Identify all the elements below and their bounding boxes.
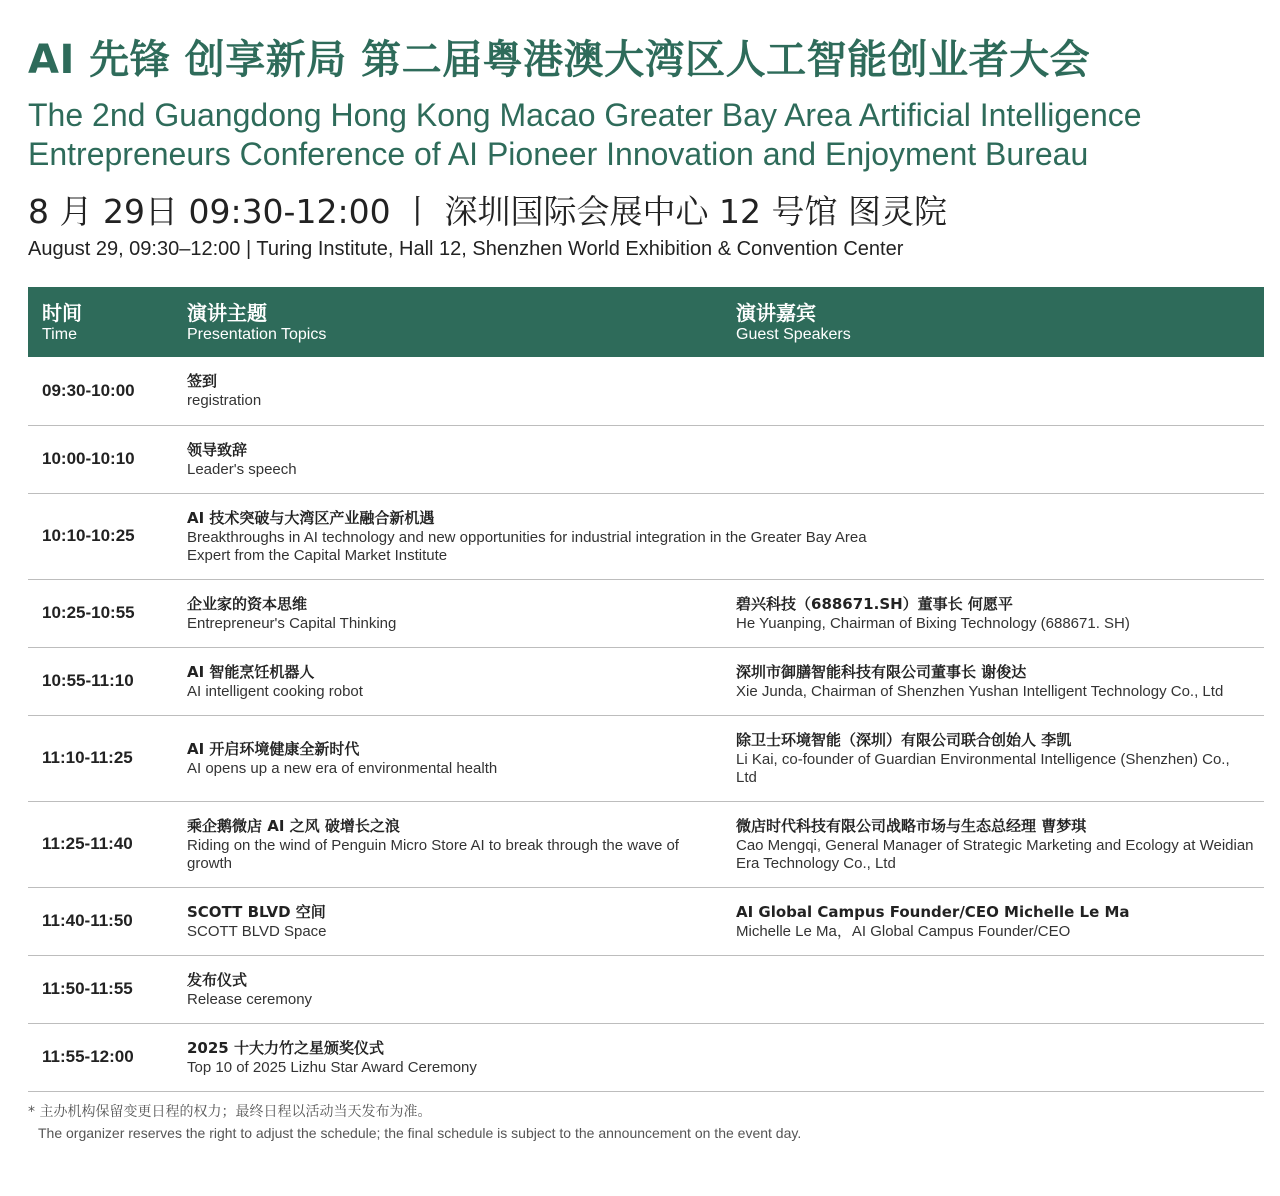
header-speaker-cn: 演讲嘉宾: [736, 300, 816, 325]
row-topic: [173, 425, 722, 493]
row-topic: [173, 887, 722, 955]
speaker-en: He Yuanping, Chairman of Bixing Technology (688671. SH): [736, 614, 1130, 632]
row-time: 11:55-12:00: [42, 1047, 134, 1066]
header-topic-cn: 演讲主题: [187, 300, 267, 325]
row-time: 09:30-10:00: [42, 380, 135, 400]
row-time: 11:50-11:55: [42, 979, 133, 998]
table-row: [28, 493, 1264, 579]
row-speaker: [722, 955, 1264, 1023]
header-topic-en: Presentation Topics: [187, 325, 327, 343]
title-chinese: AI 先锋 创享新局 第二届粤港澳大湾区人工智能创业者大会: [28, 37, 1091, 83]
speaker-en: Xie Junda, Chairman of Shenzhen Yushan Intelligent Technology Co., Ltd: [736, 682, 1224, 700]
table-row: [28, 887, 1264, 955]
row-topic: [173, 715, 722, 801]
table-row: [28, 357, 1264, 425]
row-time: 11:10-11:25: [42, 748, 133, 767]
date-venue-english: August 29, 09:30–12:00 | Turing Institute, Hall 12, Shenzhen World Exhibition & Convention Center: [28, 238, 904, 260]
row-time: 10:55-11:10: [42, 671, 134, 690]
topic-cn: 发布仪式: [187, 970, 248, 989]
speaker-cn: 碧兴科技（688671.SH）董事长 何愿平: [736, 594, 1013, 613]
header-time-en: Time: [42, 325, 77, 343]
speaker-cn: 深圳市御膳智能科技有限公司董事长 谢俊达: [736, 662, 1027, 681]
table-row: [28, 955, 1264, 1023]
header-speaker: [722, 287, 1264, 357]
schedule-header: [28, 287, 1264, 357]
topic-cn: AI 技术突破与大湾区产业融合新机遇: [187, 508, 435, 527]
topic-en: AI intelligent cooking robot: [187, 682, 363, 700]
row-topic: [173, 1023, 722, 1091]
row-time: 10:00-10:10: [42, 449, 135, 468]
topic-cn: AI 开启环境健康全新时代: [187, 739, 360, 758]
table-row: [28, 425, 1264, 493]
table-row: [28, 801, 1264, 887]
row-topic: [173, 801, 722, 887]
title-english-line-1: The 2nd Guangdong Hong Kong Macao Greater Bay Area Artificial Intelligence: [28, 97, 1142, 133]
footnote: [28, 1102, 801, 1144]
title-english-line-2: Entrepreneurs Conference of AI Pioneer Innovation and Enjoyment Bureau: [28, 136, 1089, 172]
topic-cn: 2025 十大力竹之星颁奖仪式: [187, 1038, 384, 1057]
row-time: 11:40-11:50: [42, 911, 133, 930]
header-topic: [173, 287, 722, 357]
row-topic: [173, 955, 722, 1023]
row-speaker: [722, 1023, 1264, 1091]
schedule-body: [28, 357, 1264, 1091]
topic-en: SCOTT BLVD Space: [187, 922, 327, 940]
topic-cn: 乘企鹅微店 AI 之风 破增长之浪: [187, 816, 400, 835]
date-venue-chinese: 8 月 29日 09:30-12:00 丨 深圳国际会展中心 12 号馆 图灵院: [28, 192, 948, 231]
row-topic: [173, 357, 722, 425]
header-time: [28, 287, 173, 357]
header-speaker-en: Guest Speakers: [736, 325, 851, 343]
footnote-cn: * 主办机构保留变更日程的权力；最终日程以活动当天发布为准。: [28, 1104, 432, 1120]
schedule-table: [28, 287, 1264, 1092]
row-speaker: [722, 887, 1264, 955]
topic-en: AI opens up a new era of environmental health: [187, 759, 498, 777]
topic-en: Release ceremony: [187, 990, 313, 1008]
schedule-header-row: [28, 287, 1264, 357]
topic-en: Entrepreneur's Capital Thinking: [187, 614, 397, 632]
topic-en-speaker-note: Expert from the Capital Market Institute: [187, 546, 448, 564]
topic-cn: 企业家的资本思维: [187, 594, 308, 613]
row-speaker: [722, 801, 1264, 887]
row-topic: [173, 647, 722, 715]
row-speaker: [722, 579, 1264, 647]
table-row: [28, 579, 1264, 647]
topic-en: Riding on the wind of Penguin Micro Store AI to break through the wave of growth: [187, 836, 679, 872]
table-row: [28, 1023, 1264, 1091]
speaker-cn: 除卫士环境智能（深圳）有限公司联合创始人 李凯: [736, 730, 1072, 749]
table-row: [28, 715, 1264, 801]
footnote-en: The organizer reserves the right to adjust the schedule; the final schedule is subject to the announcement on the event day.: [38, 1125, 802, 1141]
speaker-en: Li Kai, co-founder of Guardian Environmental Intelligence (Shenzhen) Co., Ltd: [736, 750, 1230, 786]
row-time: 10:10-10:25: [42, 526, 135, 545]
topic-en: Breakthroughs in AI technology and new opportunities for industrial integration in the Greater Bay Area: [187, 528, 867, 546]
speaker-en: Michelle Le Ma，AI Global Campus Founder/CEO: [736, 922, 1071, 940]
header-time-cn: 时间: [42, 300, 82, 325]
topic-cn: 签到: [187, 372, 218, 391]
speaker-cn: 微店时代科技有限公司战略市场与生态总经理 曹梦琪: [736, 816, 1087, 835]
topic-en: Top 10 of 2025 Lizhu Star Award Ceremony: [187, 1058, 477, 1076]
topic-cn: 领导致辞: [187, 440, 248, 459]
row-topic: [173, 579, 722, 647]
row-time: 11:25-11:40: [42, 834, 133, 853]
speaker-cn: AI Global Campus Founder/CEO Michelle Le Ma: [736, 902, 1130, 921]
row-speaker: [722, 357, 1264, 425]
table-row: [28, 647, 1264, 715]
row-speaker: [722, 647, 1264, 715]
speaker-en: Cao Mengqi, General Manager of Strategic Marketing and Ecology at Weidian Era Technology Co., Ltd: [736, 836, 1254, 872]
topic-en: registration: [187, 392, 262, 410]
topic-en: Leader's speech: [187, 460, 297, 478]
topic-cn: AI 智能烹饪机器人: [187, 662, 315, 681]
title-english: [28, 96, 1258, 174]
row-speaker: [722, 715, 1264, 801]
row-speaker: [722, 425, 1264, 493]
row-topic: [173, 493, 1264, 579]
topic-cn: SCOTT BLVD 空间: [187, 902, 326, 921]
row-time: 10:25-10:55: [42, 603, 135, 622]
